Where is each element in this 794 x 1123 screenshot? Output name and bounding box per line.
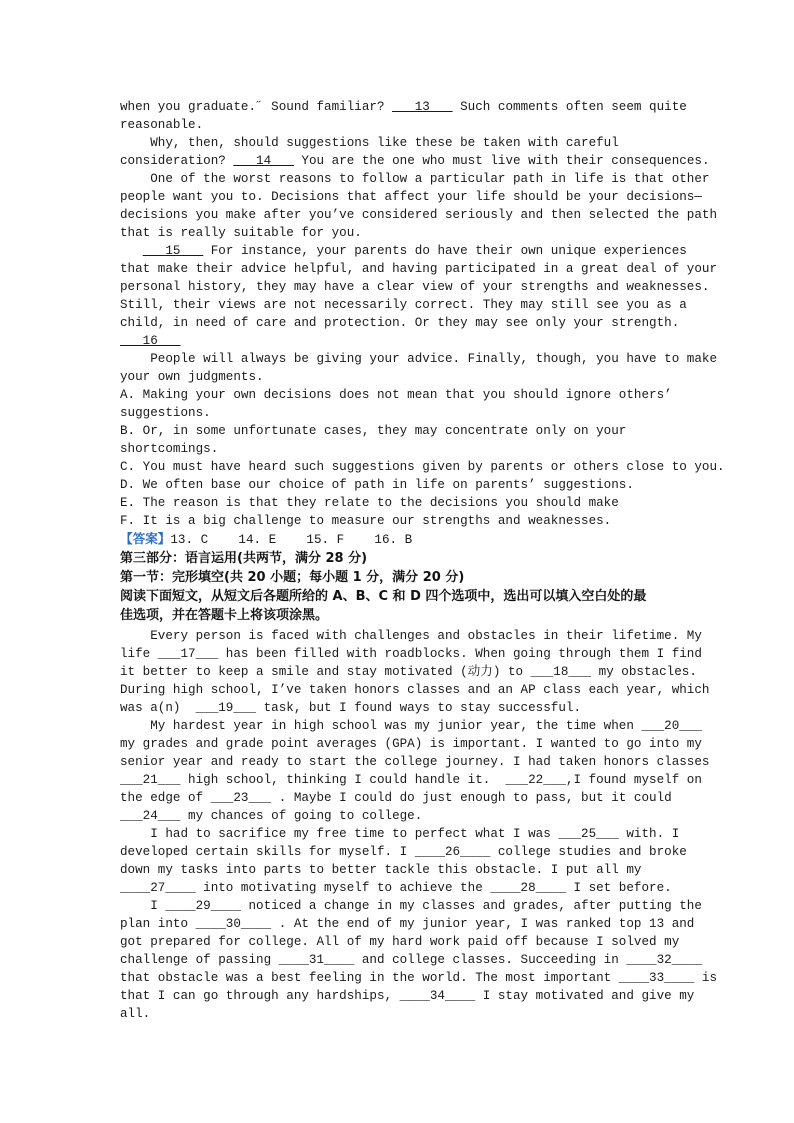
answer-text: 13. C 14. E 15. F 16. B [170, 533, 413, 547]
cloze-line: all. [120, 1007, 151, 1021]
cloze-line: ___21___ high school, thinking I could handle it. ___22___,I found myself on [120, 773, 702, 787]
cloze-line: it better to keep a smile and stay motivated (动力) to ___18___ my obstacles. [120, 665, 697, 679]
cloze-line: My hardest year in high school was my junior year, the time when ___20___ [120, 719, 702, 733]
passage-line: when you graduate.˝ Sound familiar? ___13___ Such comments often seem quite [120, 100, 687, 114]
answer-tag: 【答案】 [120, 531, 171, 546]
cloze-line: that obstacle was a best feeling in the world. The most important ____33____ is [120, 971, 718, 985]
cloze-line: down my tasks into parts to better tackle this obstacle. I put all my [120, 863, 642, 877]
cloze-line: got prepared for college. All of my hard work paid off because I solved my [120, 935, 680, 949]
document-page [120, 98, 725, 1023]
cloze-line: During high school, I’ve taken honors classes and an AP class each year, which [120, 683, 710, 697]
cloze-line: developed certain skills for myself. I ____26____ college studies and broke [120, 845, 687, 859]
answer-line [120, 530, 690, 549]
cloze-line: was a(n) ___19___ task, but I found ways to stay successful. [120, 701, 582, 715]
passage-line: that make their advice helpful, and having participated in a great deal of your [120, 262, 718, 276]
cloze-line: I ____29____ noticed a change in my classes and grades, after putting the [120, 899, 702, 913]
cloze-line: ____27____ into motivating myself to achieve the ____28____ I set before. [120, 881, 672, 895]
passage-line: People will always be giving your advice. Finally, though, you have to make [120, 352, 718, 366]
cloze-line: that I can go through any hardships, ____34____ I stay motivated and give my [120, 989, 695, 1003]
passage-line: child, in need of care and protection. Or they may see only your strength. [120, 316, 680, 330]
option-d: D. We often base our choice of path in life on parents’ suggestions. [120, 478, 634, 492]
option-f: F. It is a big challenge to measure our strengths and weaknesses. [120, 514, 612, 528]
passage-line: personal history, they may have a clear view of your strengths and weaknesses. [120, 280, 710, 294]
passage-line: One of the worst reasons to follow a particular path in life is that other [120, 172, 710, 186]
passage-line: Still, their views are not necessarily correct. They may still see you as a [120, 298, 687, 312]
options-list [120, 386, 725, 530]
passage-seven-choose-five [120, 98, 718, 386]
option-b-cont: shortcomings. [120, 442, 219, 456]
cloze-line: senior year and ready to start the college journey. I had taken honors classes [120, 755, 710, 769]
cloze-line: ___24___ my chances of going to college. [120, 809, 423, 823]
blank-16: ___16___ [120, 334, 181, 348]
option-c: C. You must have heard such suggestions given by parents or others close to you. [120, 460, 725, 474]
cloze-passage [120, 627, 718, 1023]
passage-line: consideration? ___14___ You are the one who must live with their consequences. [120, 154, 710, 168]
option-a-cont: suggestions. [120, 406, 211, 420]
part-heading: 第三部分：语言运用(共两节，满分 28 分) [120, 551, 368, 566]
cloze-line: plan into ____30____ . At the end of my junior year, I was ranked top 13 and [120, 917, 695, 931]
passage-line: your own judgments. [120, 370, 264, 384]
blank-13: ___13___ [392, 100, 453, 114]
passage-line: that is really suitable for you. [120, 226, 362, 240]
blank-14: ___14___ [233, 154, 294, 168]
passage-line: reasonable. [120, 118, 204, 132]
option-a: A. Making your own decisions does not mean that you should ignore others’ [120, 388, 672, 402]
passage-line: ___15___ For instance, your parents do have their own unique experiences [142, 244, 687, 258]
cloze-line: my grades and grade point averages (GPA) is important. I wanted to go into my [120, 737, 702, 751]
cloze-line: challenge of passing ____31____ and college classes. Succeeding in ____32____ [120, 953, 702, 967]
passage-line: decisions you make after you’ve considered seriously and then selected the path [120, 208, 718, 222]
cloze-line: Every person is faced with challenges and obstacles in their lifetime. My [120, 629, 702, 643]
passage-line: Why, then, should suggestions like these be taken with careful [120, 136, 619, 150]
section-heading: 第一节：完形填空(共 20 小题；每小题 1 分，满分 20 分) [120, 570, 465, 585]
option-b: B. Or, in some unfortunate cases, they may concentrate only on your [120, 424, 627, 438]
passage-line: people want you to. Decisions that affect your life should be your decisions— [120, 190, 702, 204]
option-e: E. The reason is that they relate to the decisions you should make [120, 496, 619, 510]
cloze-line: the edge of ___23___ . Maybe I could do just enough to pass, but it could [120, 791, 672, 805]
instruction-line-2: 佳选项，并在答题卡上将该项涂黑。 [120, 608, 329, 623]
cloze-line: life ___17___ has been filled with roadblocks. When going through them I find [120, 647, 702, 661]
instruction-line-1: 阅读下面短文，从短文后各题所给的 A、B、C 和 D 四个选项中，选出可以填入空白处的最 [120, 589, 647, 604]
cloze-line: I had to sacrifice my free time to perfect what I was ___25___ with. I [120, 827, 680, 841]
blank-15: ___15___ [142, 244, 204, 258]
